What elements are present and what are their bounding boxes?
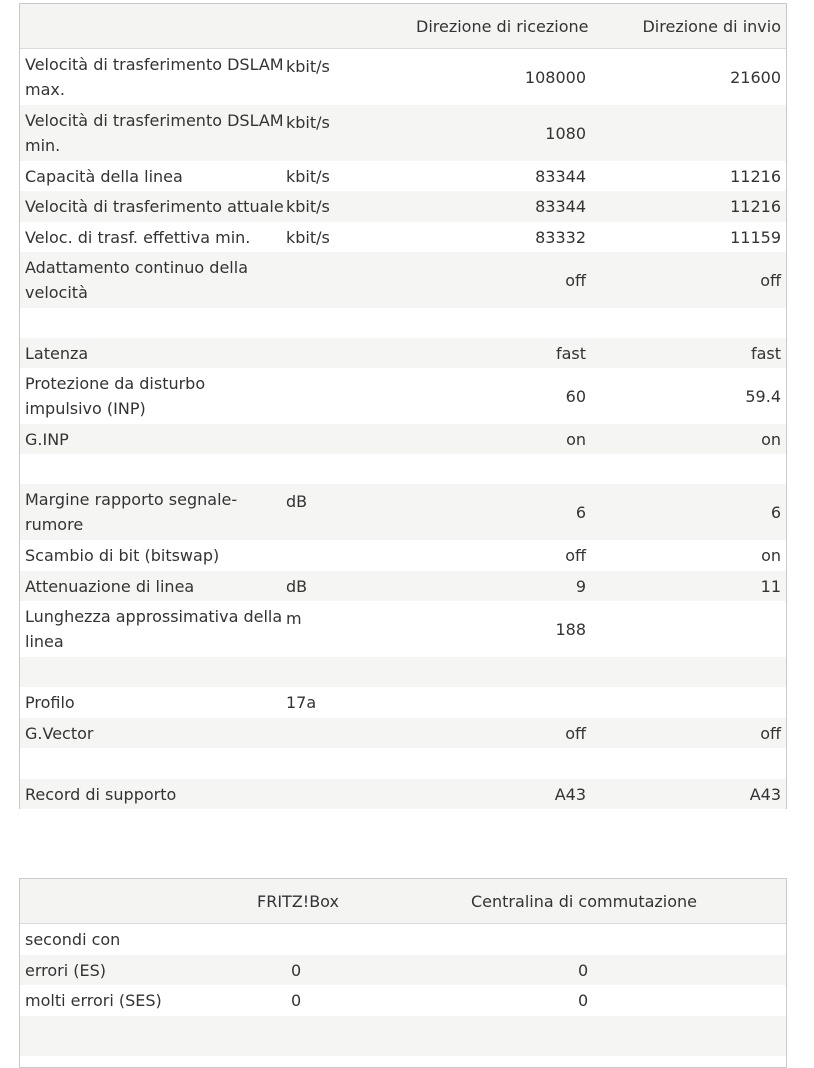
row-label: G.INP [25,430,69,449]
row-send-value: 11216 [730,167,781,186]
row-receive-value: A43 [554,785,586,804]
row-send-value: 6 [770,503,781,522]
row-label: Latenza [25,344,89,363]
dsl-table-body [20,49,786,809]
row-fritzbox-value: 0 [291,961,302,980]
table-row [20,540,786,571]
table-row [20,571,786,601]
row-exchange-value: 0 [578,991,589,1010]
row-fritzbox-value: 0 [291,991,302,1010]
row-label: Scambio di bit (bitswap) [25,546,220,565]
row-label: Attenuazione di linea [25,577,195,596]
row-label: secondi con [25,930,121,949]
row-unit: 17a [286,693,317,712]
table-row [20,222,786,252]
error-table-body [20,924,786,1056]
row-send-value: A43 [749,785,781,804]
row-exchange-value: 0 [578,961,589,980]
table-row [20,985,786,1016]
row-receive-value: 1080 [545,124,586,143]
row-label: Profilo [25,693,75,712]
table-row [20,105,786,161]
table-row [20,308,786,338]
table-row [20,484,786,540]
table-row [20,601,786,657]
row-label: Velocità di trasferimento attuale [25,197,284,216]
row-label: Velocità di trasferimento DSLAM min. [25,111,284,155]
row-send-value: 11 [760,577,781,596]
row-send-value: off [760,271,781,290]
row-label: Velocità di trasferimento DSLAM max. [25,55,284,99]
row-send-value: 11216 [730,197,781,216]
table-row [20,657,786,687]
row-unit: kbit/s [286,57,330,76]
table-row [20,338,786,368]
row-send-value: fast [750,344,781,363]
row-send-value: off [760,724,781,743]
row-unit: kbit/s [286,228,330,247]
row-unit: dB [286,577,308,596]
table-row [20,368,786,424]
row-receive-value: 83344 [535,197,586,216]
row-receive-value: 60 [565,387,586,406]
row-receive-value: 108000 [524,68,586,87]
header-exchange: Centralina di commutazione [471,892,698,911]
row-send-value: 11159 [730,228,781,247]
table-row [20,49,786,105]
row-label: Veloc. di trasf. effettiva min. [25,228,251,247]
table-row [20,748,786,779]
header-send-direction: Direzione di invio [642,17,781,36]
row-unit: kbit/s [286,167,330,186]
dsl-info-table [19,3,787,809]
row-send-value: on [761,546,781,565]
row-unit: kbit/s [286,113,330,132]
row-receive-value: 6 [575,503,586,522]
row-receive-value: off [565,546,586,565]
row-send-value: on [761,430,781,449]
row-receive-value: off [565,724,586,743]
row-receive-value: fast [555,344,586,363]
row-send-value: 21600 [730,68,781,87]
table-row [20,252,786,308]
table-row [20,718,786,748]
table-row [20,687,786,718]
row-label: G.Vector [25,724,94,743]
error-table-header [20,879,786,924]
table-row [20,955,786,985]
table-row [20,454,786,484]
row-unit: dB [286,492,308,511]
row-label: Record di supporto [25,785,177,804]
row-label: molti errori (SES) [25,991,162,1010]
row-label: Capacità della linea [25,167,183,186]
row-unit: m [286,609,302,628]
row-send-value: 59.4 [745,387,781,406]
table-row-filler [20,1016,786,1056]
dsl-table-header [20,4,786,49]
row-label: Lunghezza approssimativa della linea [25,607,283,651]
table-row [20,924,786,955]
row-label: Adattamento continuo della velocità [25,258,248,302]
row-receive-value: 83332 [535,228,586,247]
error-table [19,878,787,1068]
row-label: Margine rapporto segnale-rumore [25,490,238,534]
row-receive-value: 188 [555,620,586,639]
row-label: errori (ES) [25,961,107,980]
header-fritzbox: FRITZ!Box [257,892,339,911]
row-label: Protezione da disturbo impulsivo (INP) [25,374,206,418]
row-receive-value: on [566,430,586,449]
row-unit: kbit/s [286,197,330,216]
row-receive-value: 83344 [535,167,586,186]
header-receive-direction: Direzione di ricezione [416,17,589,36]
table-row [20,424,786,454]
table-row [20,779,786,809]
table-row [20,161,786,191]
row-receive-value: off [565,271,586,290]
table-row [20,191,786,222]
row-receive-value: 9 [575,577,586,596]
